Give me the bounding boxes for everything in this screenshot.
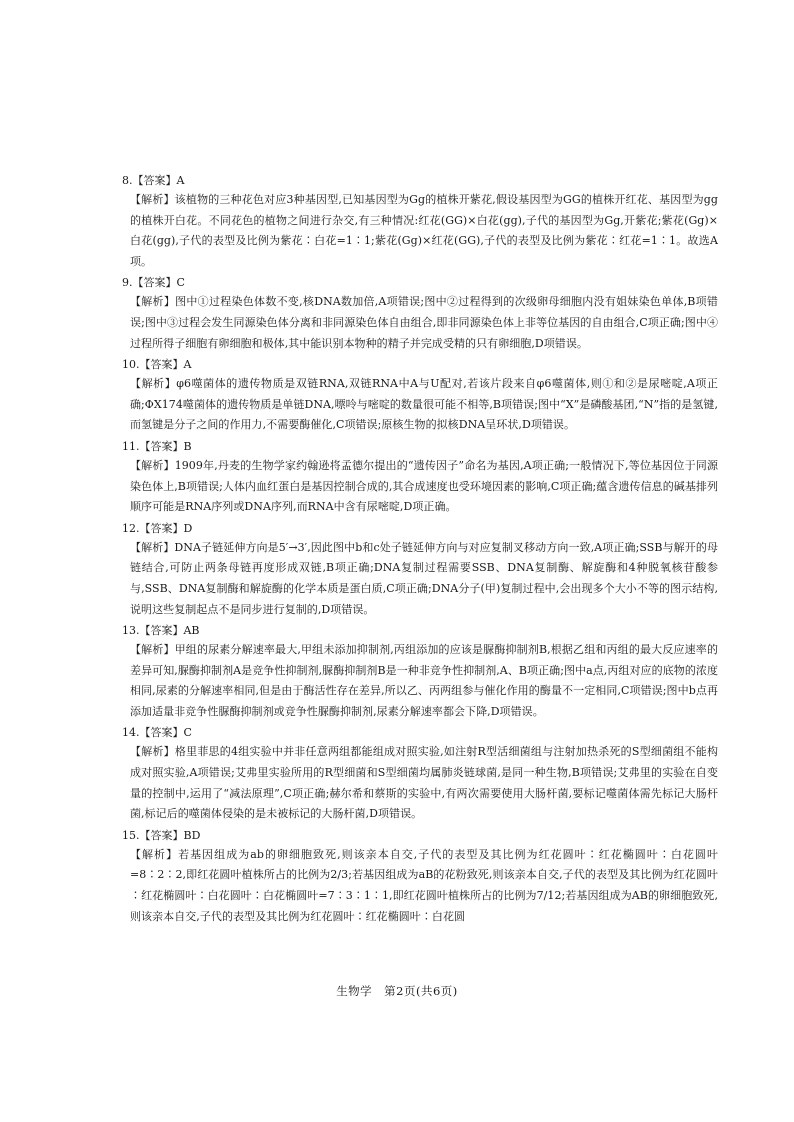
answer-line: 9.【答案】C	[122, 276, 185, 290]
answer-line: 13.【答案】AB	[122, 624, 200, 638]
analysis-paragraph: 【解析】该植物的三种花色对应3种基因型,已知基因型为Gg的植株开紫花,假设基因型为GG的植株开红花、基因型为gg的植株开白花。不同花色的植物之间进行杂交,有三种情况:红花(GG)×白花(gg),子代的基因型为Gg,开紫花;紫花(Gg)×白花(gg),子代的表型及比例为紫花∶白花=1∶1;紫花(Gg)×红花(GG),子代的表型及比例为紫花∶红花=1∶1。故选A项。	[130, 193, 718, 268]
analysis-paragraph: 【解析】图中①过程染色体数不变,核DNA数加倍,A项错误;图中②过程得到的次级卵母细胞内没有姐妹染色单体,B项错误;图中③过程会发生同源染色体分离和非同源染色体自由组合,即非同源染色体上非等位基因的自由组合,C项正确;图中④过程所得子细胞有卵细胞和极体,其中能识别本物种的精子并完成受精的只有卵细胞,D项错误。	[130, 295, 718, 350]
analysis-paragraph: 【解析】甲组的尿素分解速率最大,甲组未添加抑制剂,丙组添加的应该是脲酶抑制剂B,根据乙组和丙组的最大反应速率的差异可知,脲酶抑制剂A是竞争性抑制剂,脲酶抑制剂B是一种非竞争性抑制剂,A、B项正确;图中a点,丙组对应的底物的浓度相同,尿素的分解速率相同,但是由于酶活性存在差异,所以乙、丙两组参与催化作用的酶量不一定相同,C项错误;图中b点再添加适量非竞争性脲酶抑制剂或竞争性脲酶抑制剂,尿素分解速率都会下降,D项错误。	[130, 643, 718, 718]
question-8	[122, 171, 718, 272]
analysis-paragraph: 【解析】若基因组成为ab的卵细胞致死,则该亲本自交,子代的表型及其比例为红花圆叶∶红花椭圆叶∶白花圆叶=8∶2∶2,即红花圆叶植株所占的比例为2/3;若基因组成为aB的花粉致死,则该亲本自交,子代的表型及其比例为红花圆叶∶红花椭圆叶∶白花圆叶∶白花椭圆叶=7∶3∶1∶1,即红花圆叶植株所占的比例为7/12;若基因组成为AB的卵细胞致死,则该亲本自交,子代的表型及其比例为红花圆叶∶红花椭圆叶∶白花圆	[130, 847, 718, 923]
page-footer: 生物学 第2页(共6页)	[336, 984, 458, 998]
answer-line: 10.【答案】A	[122, 358, 192, 372]
analysis-paragraph: 【解析】1909年,丹麦的生物学家约翰逊将孟德尔提出的“遗传因子”命名为基因,A项正确;一般情况下,等位基因位于同源染色体上,B项错误;人体内血红蛋白是基因控制合成的,其合成速度也受环境因素的影响,C项正确;蕴含遗传信息的碱基排列顺序可能是RNA序列或DNA序列,而RNA中含有尿嘧啶,D项正确。	[130, 458, 718, 514]
question-15	[122, 826, 718, 927]
question-11	[122, 437, 718, 518]
analysis-paragraph: 【解析】φ6噬菌体的遗传物质是双链RNA,双链RNA中A与U配对,若该片段来自φ6噬菌体,则①和②是尿嘧啶,A项正确;ΦX174噬菌体的遗传物质是单链DNA,嘌呤与嘧啶的数量很可能不相等,B项错误;图中“X”是磷酸基团,“N”指的是氢键,而氢键是分子之间的作用力,不需要酶催化,C项错误;原核生物的拟核DNA呈环状,D项错误。	[130, 377, 718, 432]
analysis-paragraph: 【解析】格里菲思的4组实验中并非任意两组都能组成对照实验,如注射R型活细菌组与注射加热杀死的S型细菌组不能构成对照实验,A项错误;艾弗里实验所用的R型细菌和S型细菌均属肺炎链球菌,是同一种生物,B项错误;艾弗里的实验在自变量的控制中,运用了“减法原理”,C项正确;赫尔希和蔡斯的实验中,有两次需要使用大肠杆菌,要标记噬菌体需先标记大肠杆菌,标记后的噬菌体侵染的是未被标记的大肠杆菌,D项错误。	[130, 745, 718, 821]
question-13	[122, 621, 718, 722]
question-12	[122, 519, 718, 620]
question-10	[122, 355, 718, 436]
answer-line: 12.【答案】D	[122, 521, 193, 535]
question-9	[122, 273, 718, 354]
answer-line: 8.【答案】A	[122, 174, 185, 187]
answer-line: 11.【答案】B	[122, 439, 192, 453]
answer-line: 15.【答案】BD	[122, 828, 201, 842]
answer-line: 14.【答案】C	[122, 726, 192, 740]
analysis-paragraph: 【解析】DNA子链延伸方向是5′→3′,因此图中b和c处子链延伸方向与对应复制叉移动方向一致,A项正确;SSB与解开的母链结合,可防止两条母链再度形成双链,B项正确;DNA复制过程需要SSB、DNA复制酶、解旋酶和4种脱氧核苷酸参与,SSB、DNA复制酶和解旋酶的化学本质是蛋白质,C项正确;DNA分子(甲)复制过程中,会出现多个大小不等的图示结构,说明这些复制起点不是同步进行复制的,D项错误。	[130, 540, 718, 616]
question-14	[122, 723, 718, 824]
